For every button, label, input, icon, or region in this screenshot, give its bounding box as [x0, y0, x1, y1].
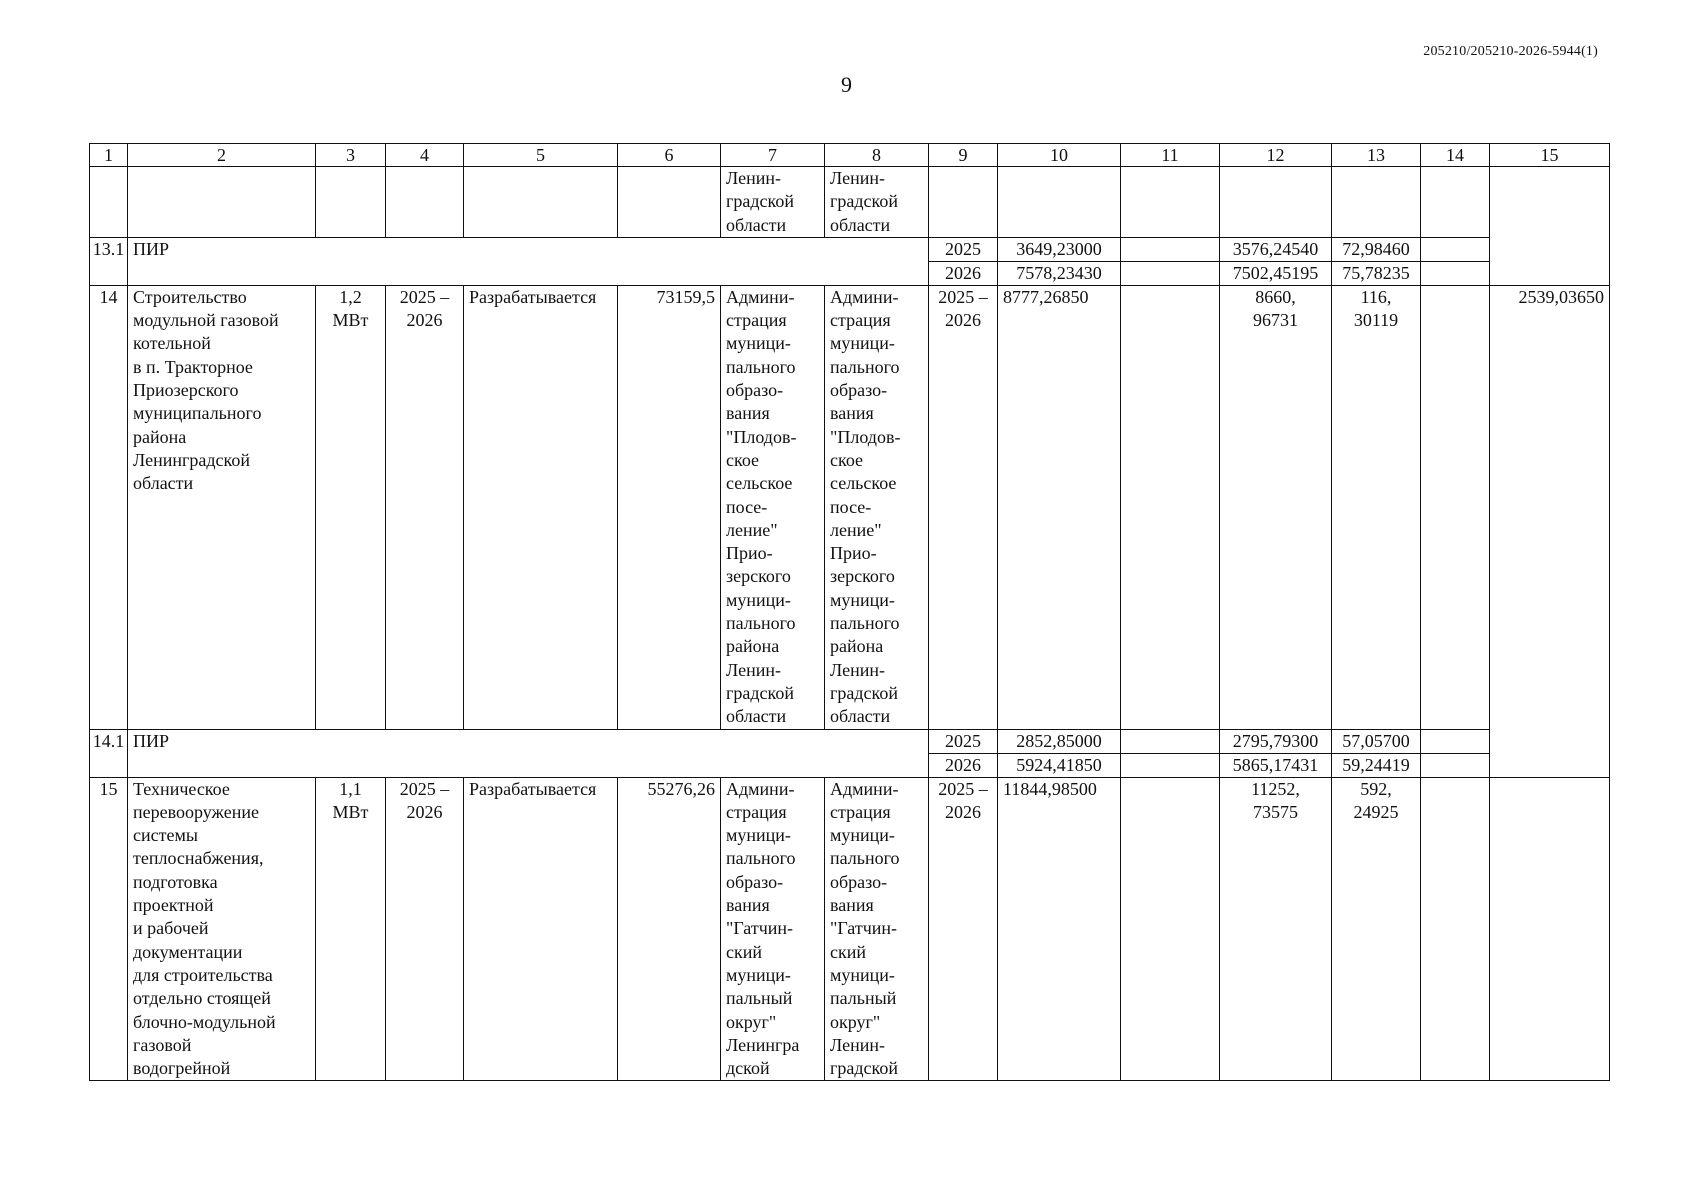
- total-cell: 7578,23430: [998, 261, 1121, 285]
- column-header: 2: [128, 144, 316, 167]
- cost-cell: 55276,26: [618, 777, 721, 1081]
- capacity-cell: 1,2 МВт: [316, 285, 386, 729]
- document-registration-number: 205210/205210-2026-5944(1): [1423, 44, 1598, 59]
- column-header: 9: [929, 144, 998, 167]
- table-row: [90, 777, 1610, 1081]
- page-number: 9: [841, 72, 852, 97]
- column-header: 14: [1421, 144, 1490, 167]
- local-cell: 116, 30119: [1332, 285, 1421, 729]
- column-header: 5: [464, 144, 618, 167]
- regional-cell: 5865,17431: [1220, 753, 1332, 777]
- row-number: 15: [90, 777, 128, 1081]
- row-number: 14.1: [90, 729, 128, 777]
- period-cell: 2025 – 2026: [386, 285, 464, 729]
- contractor-cell: Админи- страция муници- пального образо- вания "Гатчин- ский муници- пальный округ" Ленин- градской: [825, 777, 929, 1081]
- customer-cell: Админи- страция муници- пального образо- вания "Гатчин- ский муници- пальный округ" Ленингра дской: [721, 777, 825, 1081]
- status-cell: Разрабатывается: [464, 285, 618, 729]
- total-cell: 2852,85000: [998, 729, 1121, 753]
- row-number: 13.1: [90, 237, 128, 285]
- year-cell: 2026: [929, 261, 998, 285]
- column-number-header-row: [90, 144, 1610, 167]
- total-cell: 5924,41850: [998, 753, 1121, 777]
- column-header: 10: [998, 144, 1121, 167]
- column-header: 11: [1121, 144, 1220, 167]
- year-cell: 2025 – 2026: [929, 777, 998, 1081]
- column-header: 8: [825, 144, 929, 167]
- program-table: [89, 143, 1610, 1081]
- regional-cell: 8660, 96731: [1220, 285, 1332, 729]
- regional-cell: 7502,45195: [1220, 261, 1332, 285]
- row-name: ПИР: [128, 237, 929, 285]
- column-header: 12: [1220, 144, 1332, 167]
- column-header: 3: [316, 144, 386, 167]
- regional-cell: 3576,24540: [1220, 237, 1332, 261]
- object-name: Строительство модульной газовой котельной в п. Тракторное Приозерского муниципального района Ленинградской области: [128, 285, 316, 729]
- local-cell: 72,98460: [1332, 237, 1421, 261]
- object-name: Техническое перевооружение системы теплоснабжения, подготовка проектной и рабочей документации для строительства отдельно стоящей блочно-модульной газовой водогрейной: [128, 777, 316, 1081]
- contractor-cell: Админи- страция муници- пального образо- вания "Плодов- ское сельское посе- ление" Прио- зерского муници- пального района Ленин- градской области: [825, 285, 929, 729]
- table-row: [90, 729, 1610, 753]
- year-cell: 2025: [929, 237, 998, 261]
- column-header: 15: [1490, 144, 1610, 167]
- column-header: 13: [1332, 144, 1421, 167]
- local-cell: 59,24419: [1332, 753, 1421, 777]
- local-cell: 75,78235: [1332, 261, 1421, 285]
- year-cell: 2025 – 2026: [929, 285, 998, 729]
- column-header: 1: [90, 144, 128, 167]
- column-header: 7: [721, 144, 825, 167]
- customer-cell: Ленин- градской области: [721, 167, 825, 238]
- row-name: ПИР: [128, 729, 929, 777]
- year-cell: 2026: [929, 753, 998, 777]
- table-row: [90, 237, 1610, 261]
- column-header: 4: [386, 144, 464, 167]
- capacity-cell: 1,1 МВт: [316, 777, 386, 1081]
- local-cell: 592, 24925: [1332, 777, 1421, 1081]
- continuation-row: [90, 167, 1610, 238]
- regional-cell: 11252, 73575: [1220, 777, 1332, 1081]
- total-cell: 11844,98500: [998, 777, 1121, 1081]
- total-cell: 3649,23000: [998, 237, 1121, 261]
- column-header: 6: [618, 144, 721, 167]
- remaining-cost-cell: 2539,03650: [1490, 285, 1610, 777]
- regional-cell: 2795,79300: [1220, 729, 1332, 753]
- total-cell: 8777,26850: [998, 285, 1121, 729]
- contractor-cell: Ленин- градской области: [825, 167, 929, 238]
- period-cell: 2025 – 2026: [386, 777, 464, 1081]
- customer-cell: Админи- страция муници- пального образо- вания "Плодов- ское сельское посе- ление" Прио- зерского муници- пального района Ленин- градской области: [721, 285, 825, 729]
- year-cell: 2025: [929, 729, 998, 753]
- local-cell: 57,05700: [1332, 729, 1421, 753]
- row-number: 14: [90, 285, 128, 729]
- table-row: [90, 285, 1610, 729]
- cost-cell: 73159,5: [618, 285, 721, 729]
- status-cell: Разрабатывается: [464, 777, 618, 1081]
